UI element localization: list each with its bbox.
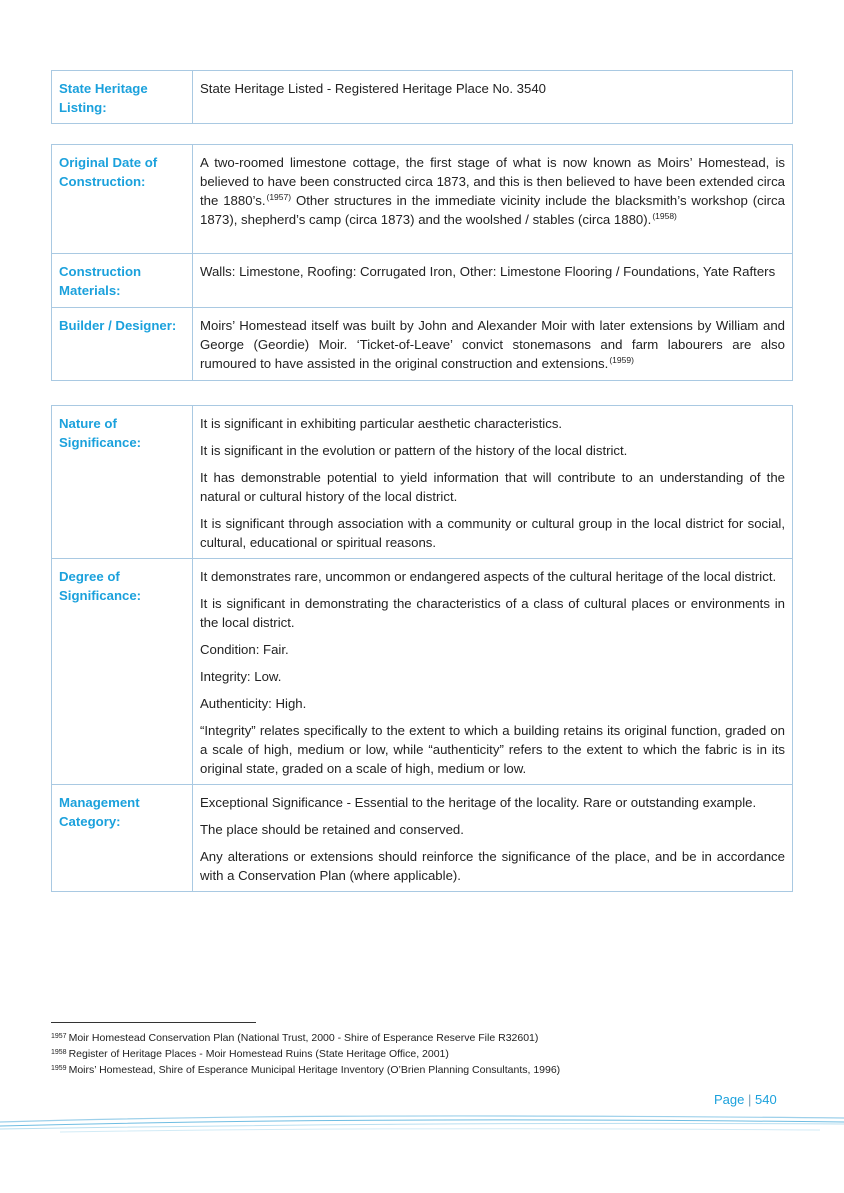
footnote-ref-1959: (1959) (609, 355, 634, 365)
degree-of-significance-value (193, 559, 793, 785)
page-number-value: 540 (755, 1092, 777, 1107)
page-number (714, 1092, 777, 1107)
footnote-number: 1957 (51, 1033, 67, 1040)
nature-of-significance-value (193, 406, 793, 559)
original-date-text-b: Other structures in the immediate vicinity include the blacksmith’s workshop (circa 1873), shepherd’s camp (circa 1873) and the woolshed / stables (circa 1880). (200, 193, 785, 227)
nature-paragraph: It is significant through association with a community or cultural group in the local district for social, cultural, educational or spiritual reasons. (200, 516, 785, 550)
state-heritage-listing-value: State Heritage Listed - Registered Heritage Place No. 3540 (193, 71, 793, 124)
state-heritage-listing-label: State Heritage Listing: (52, 71, 193, 124)
footnote-text: Register of Heritage Places - Moir Homestead Ruins (State Heritage Office, 2001) (68, 1048, 449, 1060)
nature-paragraph: It has demonstrable potential to yield information that will contribute to an understanding of the natural or cultural history of the local district. (200, 470, 785, 504)
footnote-item (51, 1062, 791, 1078)
footnote-item (51, 1046, 791, 1062)
construction-materials-label: Construction Materials: (52, 254, 193, 308)
page-separator: | (748, 1092, 752, 1107)
original-date-label: Original Date of Construction: (52, 145, 193, 254)
builder-designer-text: Moirs’ Homestead itself was built by John and Alexander Moir with later extensions by William and George (Geordie) Moir. ‘Ticket-of-Leave’ convict stonemasons and farm labourers are also rumoured to have assisted in the original construction and extensions. (200, 318, 785, 371)
degree-paragraph: Integrity: Low. (200, 669, 282, 684)
table-row (52, 308, 793, 381)
management-category-value (193, 785, 793, 892)
footnote-text: Moir Homestead Conservation Plan (National Trust, 2000 - Shire of Esperance Reserve File R32601) (68, 1032, 539, 1044)
table-row (52, 785, 793, 892)
table-row (52, 145, 793, 254)
management-paragraph: Exceptional Significance - Essential to the heritage of the locality. Rare or outstanding example. (200, 795, 757, 810)
footnote-number: 1959 (51, 1065, 67, 1072)
nature-of-significance-label: Nature of Significance: (52, 406, 193, 559)
nature-paragraph: It is significant in exhibiting particular aesthetic characteristics. (200, 416, 563, 431)
listing-table (51, 70, 793, 124)
original-date-value (193, 145, 793, 254)
table-row (52, 254, 793, 308)
footnote-ref-1957: (1957) (266, 192, 292, 202)
management-paragraph: Any alterations or extensions should reinforce the significance of the place, and be in accordance with a Conservation Plan (where applicable). (200, 849, 785, 883)
nature-paragraph: It is significant in the evolution or pattern of the history of the local district. (200, 443, 628, 458)
degree-paragraph: It is significant in demonstrating the characteristics of a class of cultural places or environments in the local district. (200, 596, 785, 630)
footnote-text: Moirs’ Homestead, Shire of Esperance Municipal Heritage Inventory (O’Brien Planning Consultants, 1996) (68, 1064, 561, 1076)
construction-materials-value: Walls: Limestone, Roofing: Corrugated Iron, Other: Limestone Flooring / Foundations, Yate Rafters (193, 254, 793, 308)
management-category-label: Management Category: (52, 785, 193, 892)
footnote-number: 1958 (51, 1049, 67, 1056)
builder-designer-label: Builder / Designer: (52, 308, 193, 381)
degree-of-significance-label: Degree of Significance: (52, 559, 193, 785)
degree-paragraph: It demonstrates rare, uncommon or endangered aspects of the cultural heritage of the local district. (200, 569, 777, 584)
management-paragraph: The place should be retained and conserved. (200, 822, 464, 837)
footnotes (51, 1030, 791, 1078)
construction-table (51, 144, 793, 381)
degree-paragraph: “Integrity” relates specifically to the extent to which a building retains its original function, graded on a scale of high, medium or low, while “authenticity” refers to the extent to which the fabric is in its original state, graded on a scale of high, medium or low. (200, 723, 785, 776)
builder-designer-value (193, 308, 793, 381)
table-row (52, 71, 793, 124)
footer-wave-decoration (0, 1108, 844, 1148)
footnote-item (51, 1030, 791, 1046)
footnote-ref-1958: (1958) (652, 211, 677, 221)
page-label: Page (714, 1092, 745, 1107)
original-date-text-a: A two-roomed limestone cottage, the first stage of what is now known as Moirs’ Homestead, is believed to have been constructed circa 1873, and this is then believed to have been extended circa the 1880’s. (200, 155, 785, 208)
significance-table (51, 405, 793, 892)
degree-paragraph: Authenticity: High. (200, 696, 307, 711)
degree-paragraph: Condition: Fair. (200, 642, 289, 657)
table-row (52, 406, 793, 559)
footnote-divider (51, 1022, 256, 1023)
table-row (52, 559, 793, 785)
